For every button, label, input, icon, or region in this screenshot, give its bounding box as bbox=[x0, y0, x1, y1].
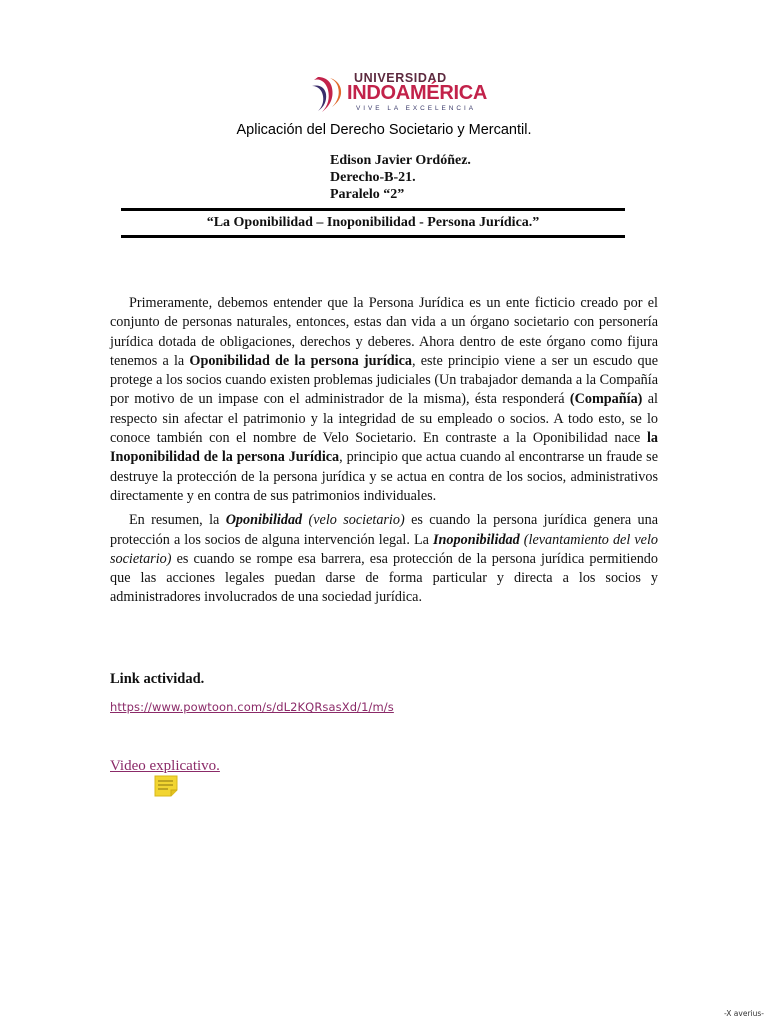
course-code: Derecho-B-21. bbox=[330, 170, 416, 185]
author-name: Edison Javier Ordóñez. bbox=[330, 153, 471, 168]
p1-bold-3: la Inoponibilidad de la persona Jurídica bbox=[110, 430, 658, 466]
sticky-note-icon[interactable] bbox=[154, 775, 178, 797]
university-logo bbox=[310, 70, 488, 118]
logo-emblem-icon bbox=[310, 74, 348, 114]
link-heading: Link actividad. bbox=[110, 671, 205, 687]
p1-text-3: al respecto sin afectar el patrimonio y la integridad de su empleado o socios. A todo esto, se lo conoce también con el nombre de Velo Societario. En contraste a la Oponibilidad nace bbox=[110, 391, 658, 447]
p1-bold-1: Oponibilidad de la persona jurídica bbox=[189, 352, 412, 369]
body-text bbox=[110, 294, 658, 608]
title-rule-top bbox=[121, 208, 625, 211]
p1-text-4: , principio que actua cuando al encontrarse un fraude se destruye la protección de la persona jurídica y se actua en contra de los socios, administrativos directamente y en contra de sus patrimonios individuales. bbox=[110, 449, 658, 504]
section-label: Paralelo “2” bbox=[330, 187, 405, 202]
author-block bbox=[330, 152, 471, 203]
p2-italic-2: (levantamiento del velo societario) bbox=[110, 531, 658, 567]
p2-bold-italic-1: Oponibilidad bbox=[225, 512, 303, 529]
activity-link[interactable]: https://www.powtoon.com/s/dL2KQRsasXd/1/m/s bbox=[110, 700, 394, 714]
p2-text-2: es cuando la persona jurídica genera una protección a los socios de alguna intervención legal. La bbox=[110, 512, 658, 548]
p1-text-1: Primeramente, debemos entender que la Persona Jurídica es un ente ficticio creado por el conjunto de personas naturales, entonces, estas dan vida a un órgano societario con personería jurídica dotada de obligaciones, derechos y deberes. Ahora dentro de este órgano como fijura tenemos a la bbox=[110, 295, 658, 369]
course-title: Aplicación del Derecho Societario y Mercantil. bbox=[236, 122, 532, 138]
p1-text-2: , este principio viene a ser un escudo que protege a los socios cuando existen problemas judiciales (Un trabajador demanda a la Compañía por motivo de un impase con el administrador de la misma), ésta responderá bbox=[110, 352, 658, 408]
watermark: -X averius- bbox=[723, 1009, 764, 1018]
document-title: “La Oponibilidad – Inoponibilidad - Persona Jurídica.” bbox=[206, 215, 540, 230]
paragraph-1 bbox=[110, 294, 658, 506]
p2-italic-1: (velo societario) bbox=[302, 512, 405, 529]
p2-bold-italic-2: Inoponibilidad bbox=[433, 531, 520, 548]
p2-text-3: es cuando se rompe esa barrera, esa protección de la persona jurídica permitiendo que las acciones legales puedan darse de forma particular y directa a los socios y administradores involucrados de una sociedad jurídica. bbox=[110, 550, 658, 606]
p2-text-1: En resumen, la bbox=[129, 512, 226, 529]
video-link[interactable]: Video explicativo. bbox=[110, 758, 220, 774]
logo-line-2: INDOAMÉRICA bbox=[347, 82, 488, 104]
paragraph-2 bbox=[110, 511, 658, 607]
logo-tagline: VIVE LA EXCELENCIA bbox=[356, 105, 477, 112]
title-rule-bottom bbox=[121, 235, 625, 238]
p1-bold-2: (Compañía) bbox=[569, 391, 643, 408]
logo-line-1: UNIVERSIDAD bbox=[354, 71, 447, 85]
